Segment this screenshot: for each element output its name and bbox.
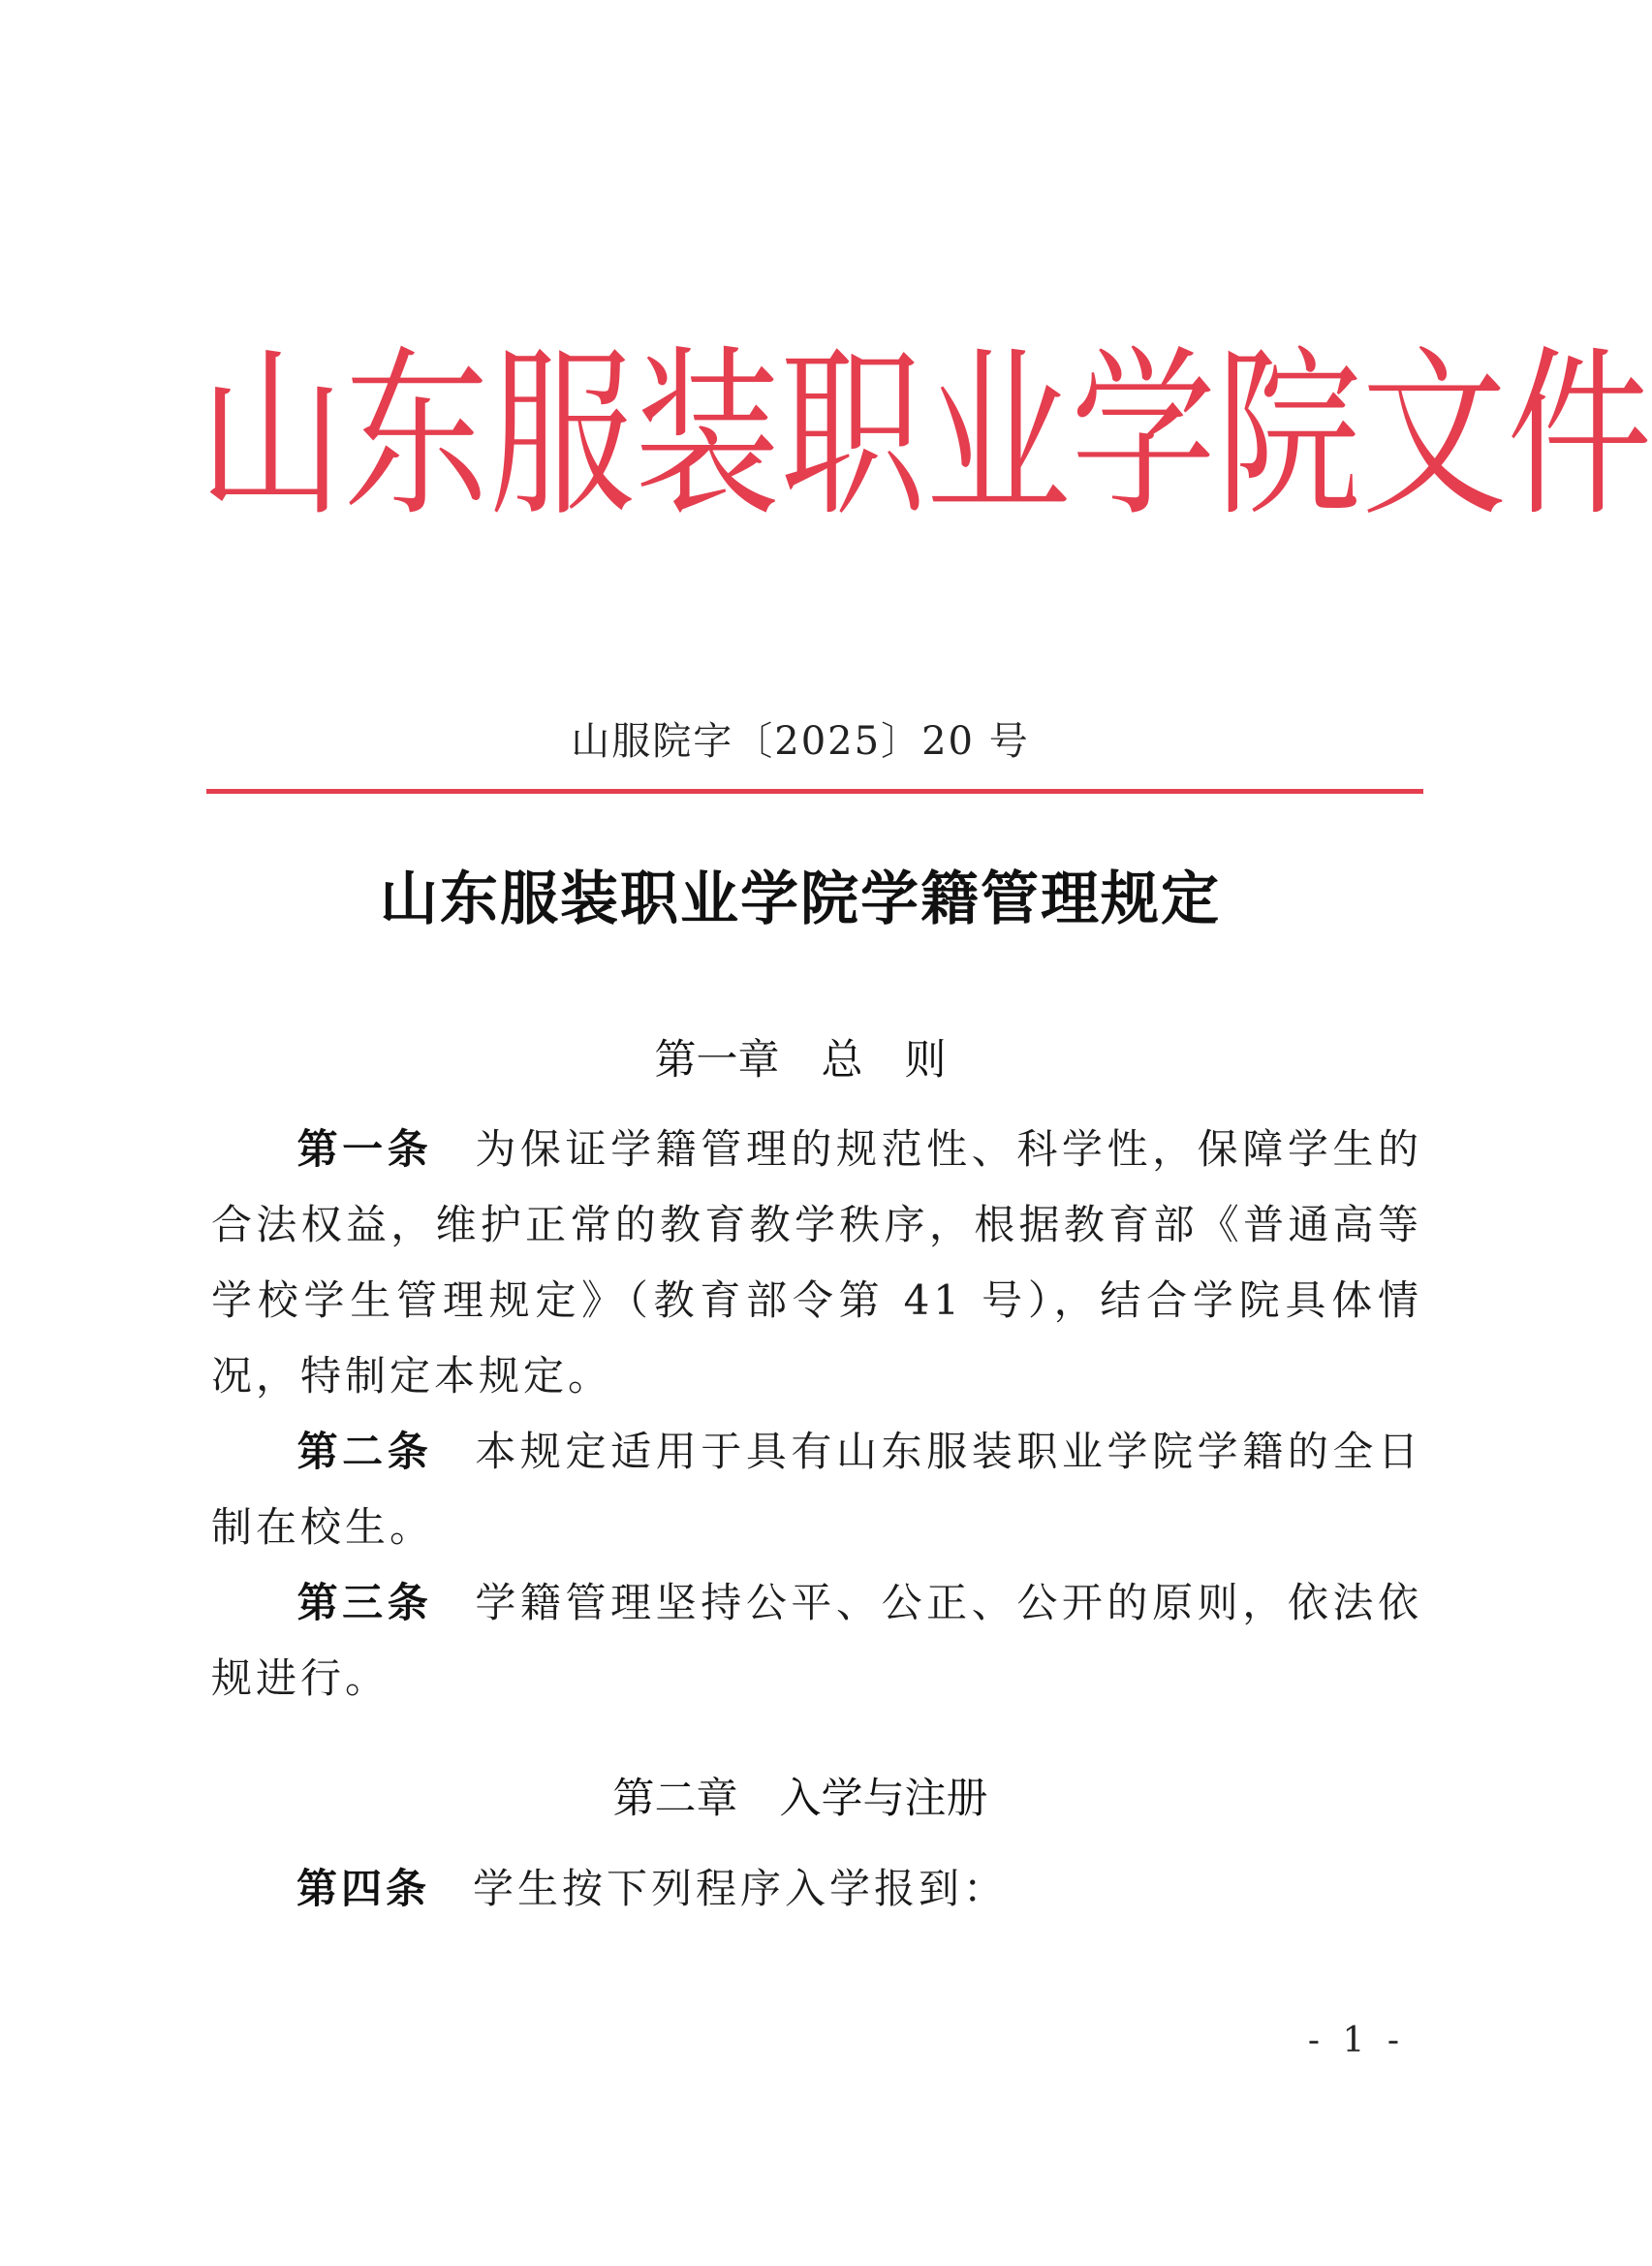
page-number: - 1 - — [1307, 2021, 1405, 2061]
header-char: 职 — [780, 330, 926, 542]
article-text: 学生按下列程序入学报到： — [473, 1865, 1009, 1912]
article-text: 本规定适用于具有山东服装职业学院学籍的全日制在校生。 — [211, 1428, 1422, 1551]
article-label: 第三条 — [296, 1579, 433, 1626]
article-2 — [211, 1414, 1422, 1565]
article-3 — [211, 1565, 1422, 1716]
header-char: 件 — [1507, 330, 1652, 542]
header-char: 业 — [925, 330, 1072, 542]
article-label: 第一条 — [296, 1125, 433, 1173]
header-char: 服 — [489, 330, 636, 542]
article-text: 为保证学籍管理的规范性、科学性，保障学生的合法权益，维护正常的教育教学秩序，根据教育部《普通高等学校学生管理规定》（教育部令第 41 号），结合学院具体情况，特制定本规定。 — [211, 1125, 1422, 1400]
article-text: 学籍管理坚持公平、公正、公开的原则，依法依规进行。 — [211, 1579, 1422, 1702]
chapter-heading-2: 第二章 入学与注册 — [612, 1775, 988, 1823]
header-char: 文 — [1361, 330, 1508, 542]
article-label: 第四条 — [296, 1865, 431, 1912]
article-4 — [211, 1851, 1422, 1927]
article-1 — [211, 1112, 1422, 1414]
red-header-title — [199, 330, 1652, 543]
header-char: 东 — [344, 330, 490, 542]
document-number: 山服院字〔2025〕20 号 — [571, 719, 1030, 764]
red-divider — [206, 789, 1423, 794]
header-char: 装 — [635, 330, 781, 542]
header-char: 院 — [1216, 330, 1362, 542]
header-char: 学 — [1071, 330, 1217, 542]
document-title: 山东服装职业学院学籍管理规定 — [380, 865, 1221, 933]
chapter-heading-1: 第一章 总 则 — [654, 1036, 947, 1085]
article-label: 第二条 — [296, 1428, 433, 1475]
header-char: 山 — [199, 330, 345, 542]
